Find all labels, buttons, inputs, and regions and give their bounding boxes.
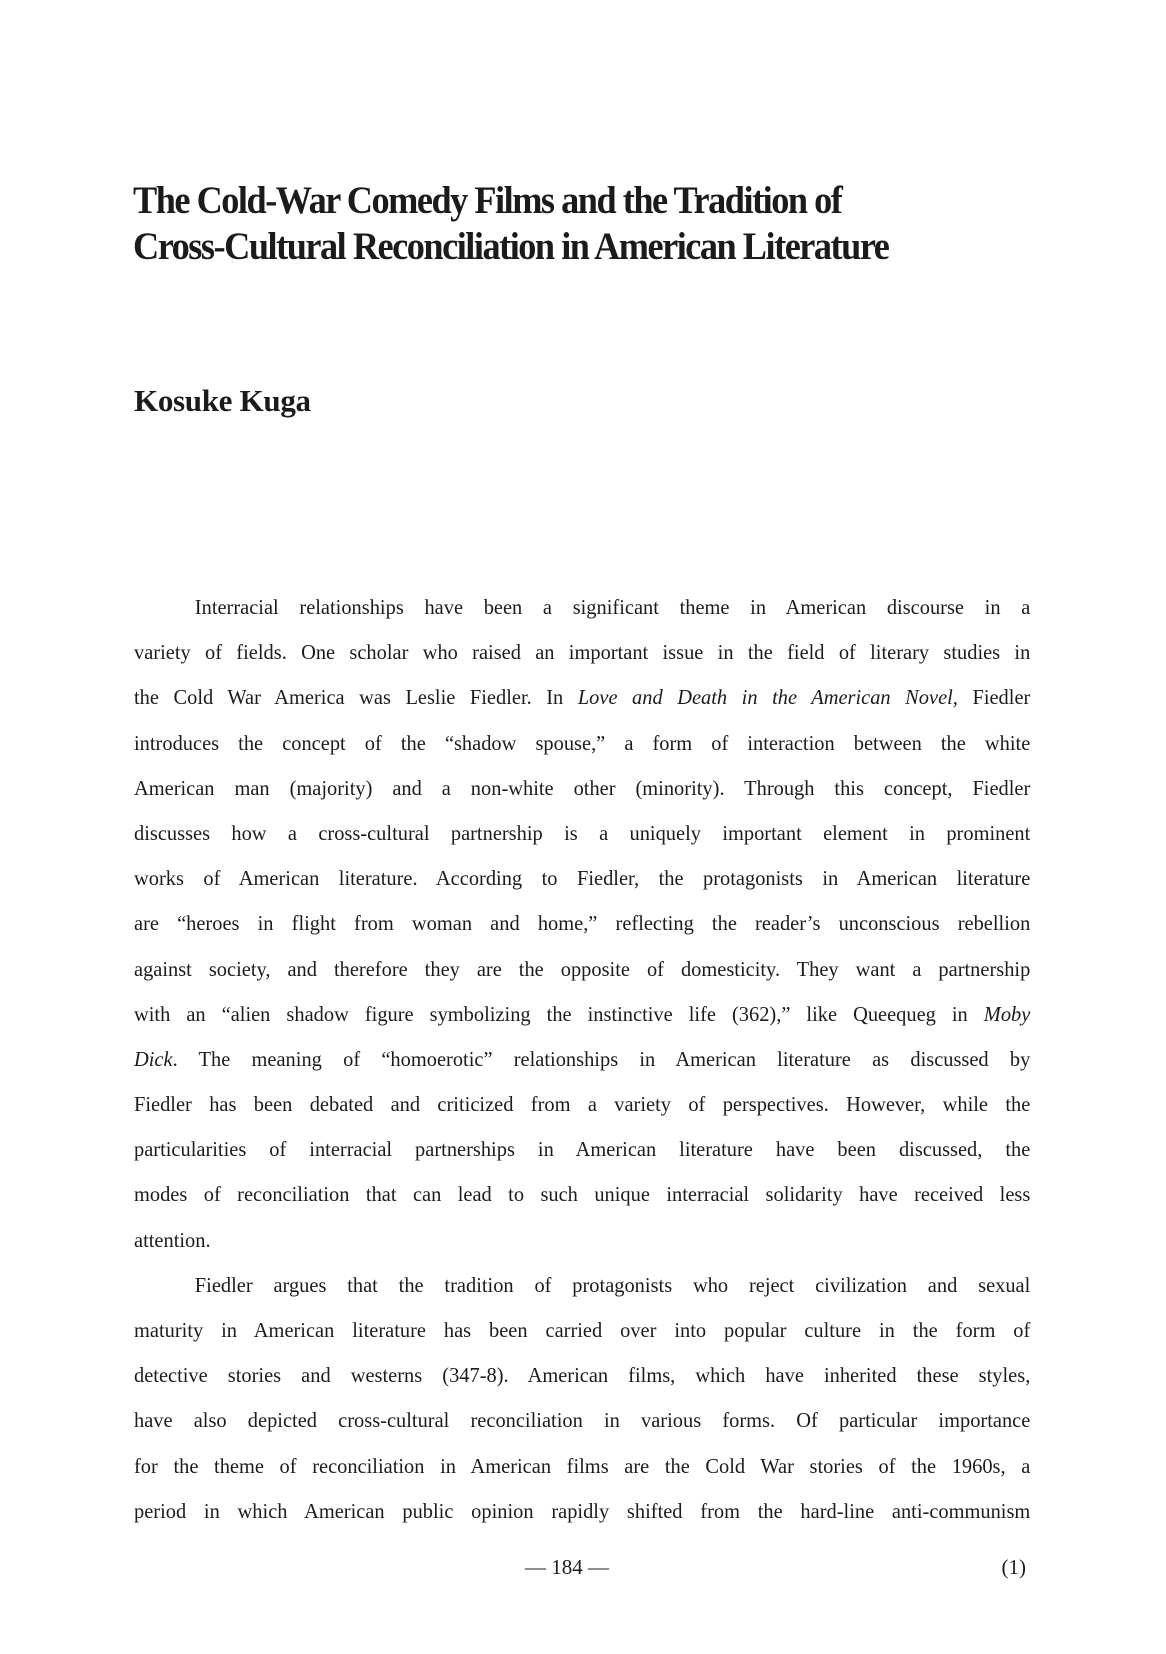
text-line: Fiedler argues that the tradition of protagonists who reject civilization and sexual xyxy=(194,1272,1031,1297)
text-segment: the Cold War America was Leslie Fiedler. In xyxy=(134,685,578,710)
text-segment: Fiedler xyxy=(957,685,1031,710)
text-line: variety of fields. One scholar who raised an important issue in the field of literary studies in xyxy=(134,640,1031,665)
text-line: introduces the concept of the “shadow spouse,” a form of interaction between the white xyxy=(134,730,1031,755)
text-line: period in which American public opinion rapidly shifted from the hard-line anti-communism xyxy=(134,1498,1031,1523)
book-title-italic: Love and Death in the American Novel, xyxy=(577,685,958,710)
paragraph-1 xyxy=(134,585,1030,1263)
text-line xyxy=(134,675,1030,720)
text-line: Interracial relationships have been a significant theme in American discourse in a xyxy=(194,595,1031,619)
article-body xyxy=(134,585,1030,1534)
text-line: modes of reconciliation that can lead to such unique interracial solidarity have received less xyxy=(134,1182,1031,1207)
text-line: American man (majority) and a non-white other (minority). Through this concept, Fiedler xyxy=(134,775,1031,800)
text-line: discusses how a cross-cultural partnership is a uniquely important element in prominent xyxy=(134,820,1031,845)
book-title-italic: Moby xyxy=(983,1001,1031,1026)
article-title xyxy=(133,178,989,270)
text-line: are “heroes in flight from woman and home,” reflecting the reader’s unconscious rebellion xyxy=(134,911,1031,936)
title-line-2: Cross-Cultural Reconciliation in American Literature xyxy=(133,225,889,268)
text-line: particularities of interracial partnerships in American literature have been discussed, the xyxy=(134,1137,1031,1162)
text-line xyxy=(134,992,1030,1037)
text-line: works of American literature. According to Fiedler, the protagonists in American literature xyxy=(134,866,1031,891)
text-line: have also depicted cross-cultural reconciliation in various forms. Of particular importance xyxy=(134,1408,1031,1433)
book-title-italic: Dick xyxy=(134,1046,173,1071)
author-name: Kosuke Kuga xyxy=(134,383,311,418)
text-line xyxy=(134,1037,1030,1082)
title-line-1: The Cold-War Comedy Films and the Tradition of xyxy=(133,179,842,222)
text-line: Fiedler has been debated and criticized from a variety of perspectives. However, while the xyxy=(134,1092,1031,1117)
text-segment: with an “alien shadow figure symbolizing the instinctive life (362),” like Queequeg in xyxy=(134,1001,984,1026)
paragraph-2 xyxy=(134,1263,1030,1534)
text-line: for the theme of reconciliation in American films are the Cold War stories of the 1960s, a xyxy=(134,1453,1031,1478)
text-line: maturity in American literature has been carried over into popular culture in the form of xyxy=(134,1318,1031,1342)
text-line: against society, and therefore they are the opposite of domesticity. They want a partnership xyxy=(134,956,1031,981)
text-line: detective stories and westerns (347-8). American films, which have inherited these styles, xyxy=(134,1363,1031,1388)
text-line: attention. xyxy=(134,1227,211,1252)
text-segment: . The meaning of “homoerotic” relationships in American literature as discussed by xyxy=(172,1046,1031,1071)
section-page-number: (1) xyxy=(1001,1555,1026,1579)
page-number: — 184 — xyxy=(525,1555,609,1579)
